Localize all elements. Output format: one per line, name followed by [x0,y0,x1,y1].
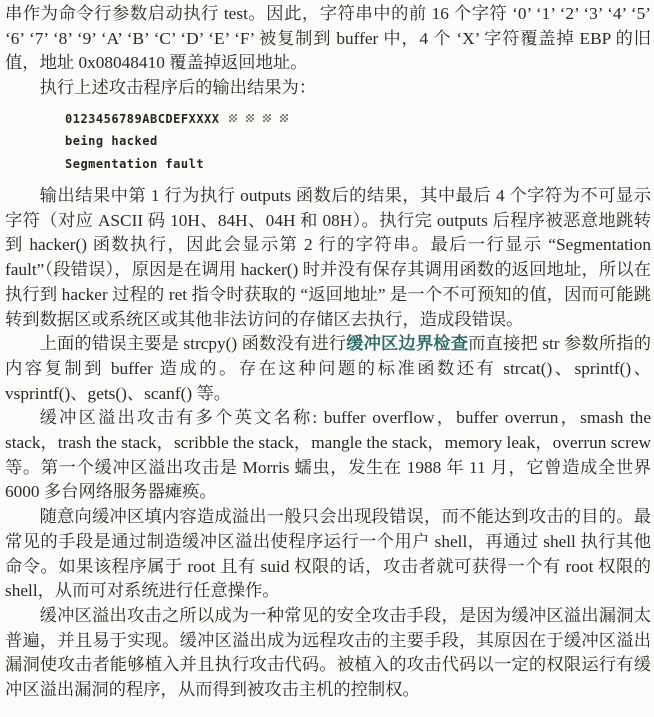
nonprintable-char-box-icon [229,114,237,122]
nonprintable-char-box-icon [246,114,254,122]
terminal-line-text: 0123456789ABCDEFXXXX [65,111,220,126]
terminal-line-text: being hacked [65,134,158,149]
nonprintable-boxes [220,112,288,126]
terminal-line-text: Segmentation fault [65,156,205,171]
paragraph-strcpy-error [5,332,651,406]
terminal-line [65,108,651,130]
paragraph-output-intro: 执行上述攻击程序后的输出结果为： [39,78,317,98]
paragraph-why-common: 缓冲区溢出攻击之所以成为一种常见的安全攻击手段，是因为缓冲区溢出漏洞太普遍，并且易于实现。缓冲区溢出成为远程攻击的主要手段，其原因在于缓冲区溢出漏洞使攻击者能够植入并且执行攻击代码。被植入的攻击代码以一定的权限运行有缓冲区溢出漏洞的程序，从而得到被攻击主机的控制权。 [5,605,651,700]
strcpy-error-before: 上面的错误主要是 strcpy() 函数没有进行 [39,334,347,354]
paragraph-result-analysis: 输出结果中第 1 行为执行 outputs 函数后的结果，其中最后 4 个字符为不可显示字符（对应 ASCII 码 10H、84H、04H 和 08H）。执行完 outputs 后程序被恶意地跳转到 hacker() 函数执行，因此会显示第 2 行的字符串。最后一行显示 “Segmentation fault”（段错误），原因是在调用 hacker() 时并没有保存其调用函数的返回地址，所以在执行到 hacker 过程的 ret 指令时获取的 “返回地址” 是一个不可预知的值，因而可能跳转到数据区或系统区或其他非法访问的存储区去执行，造成段错误。 [5,186,651,329]
nonprintable-char-box-icon [280,114,288,122]
highlighted-term-buffer-bounds-check: 缓冲区边界检查 [346,334,469,354]
paragraph-opening: 串作为命令行参数启动执行 test。因此，字符串中的前 16 个字符 ‘0’ ‘1’ ‘2’ ‘3’ ‘4’ ‘5’ ‘6’ ‘7’ ‘8’ ‘9’ ‘A’ ‘B’ ‘C’ ‘D’ ‘E’ ‘F’ 被复制到 buffer 中，4 个 ‘X’ 字符覆盖掉 EBP 的旧值，地址 0x08048410 覆盖掉返回地址。 [5,4,651,73]
terminal-output [65,108,651,175]
terminal-line [65,153,651,175]
strcpy-error-after: 而直接把 str 参数所指的内容复制到 buffer 造成的。存在这种问题的标准函数还有 strcat()、sprintf()、vsprintf()、gets()、scanf() 等。 [5,334,651,403]
nonprintable-char-box-icon [263,114,271,122]
paragraph-shell-attack: 随意向缓冲区填内容造成溢出一般只会出现段错误，而不能达到攻击的目的。最常见的手段是通过制造缓冲区溢出使程序运行一个用户 shell，再通过 shell 执行其他命令。如果该程序属于 root 且有 suid 权限的话，攻击者就可获得一个有 root 权限的 shell，从而可对系统进行任意操作。 [5,507,651,601]
paragraph-attack-names: 缓冲区溢出攻击有多个英文名称: buffer overflow，buffer overrun，smash the stack，trash the stack，scribble the stack，mangle the stack，memory leak，overrun screw 等。第一个缓冲区溢出攻击是 Morris 蠕虫，发生在 1988 年 11 月，它曾造成全世界 6000 多台网络服务器瘫痪。 [5,408,651,502]
terminal-line [65,130,651,152]
